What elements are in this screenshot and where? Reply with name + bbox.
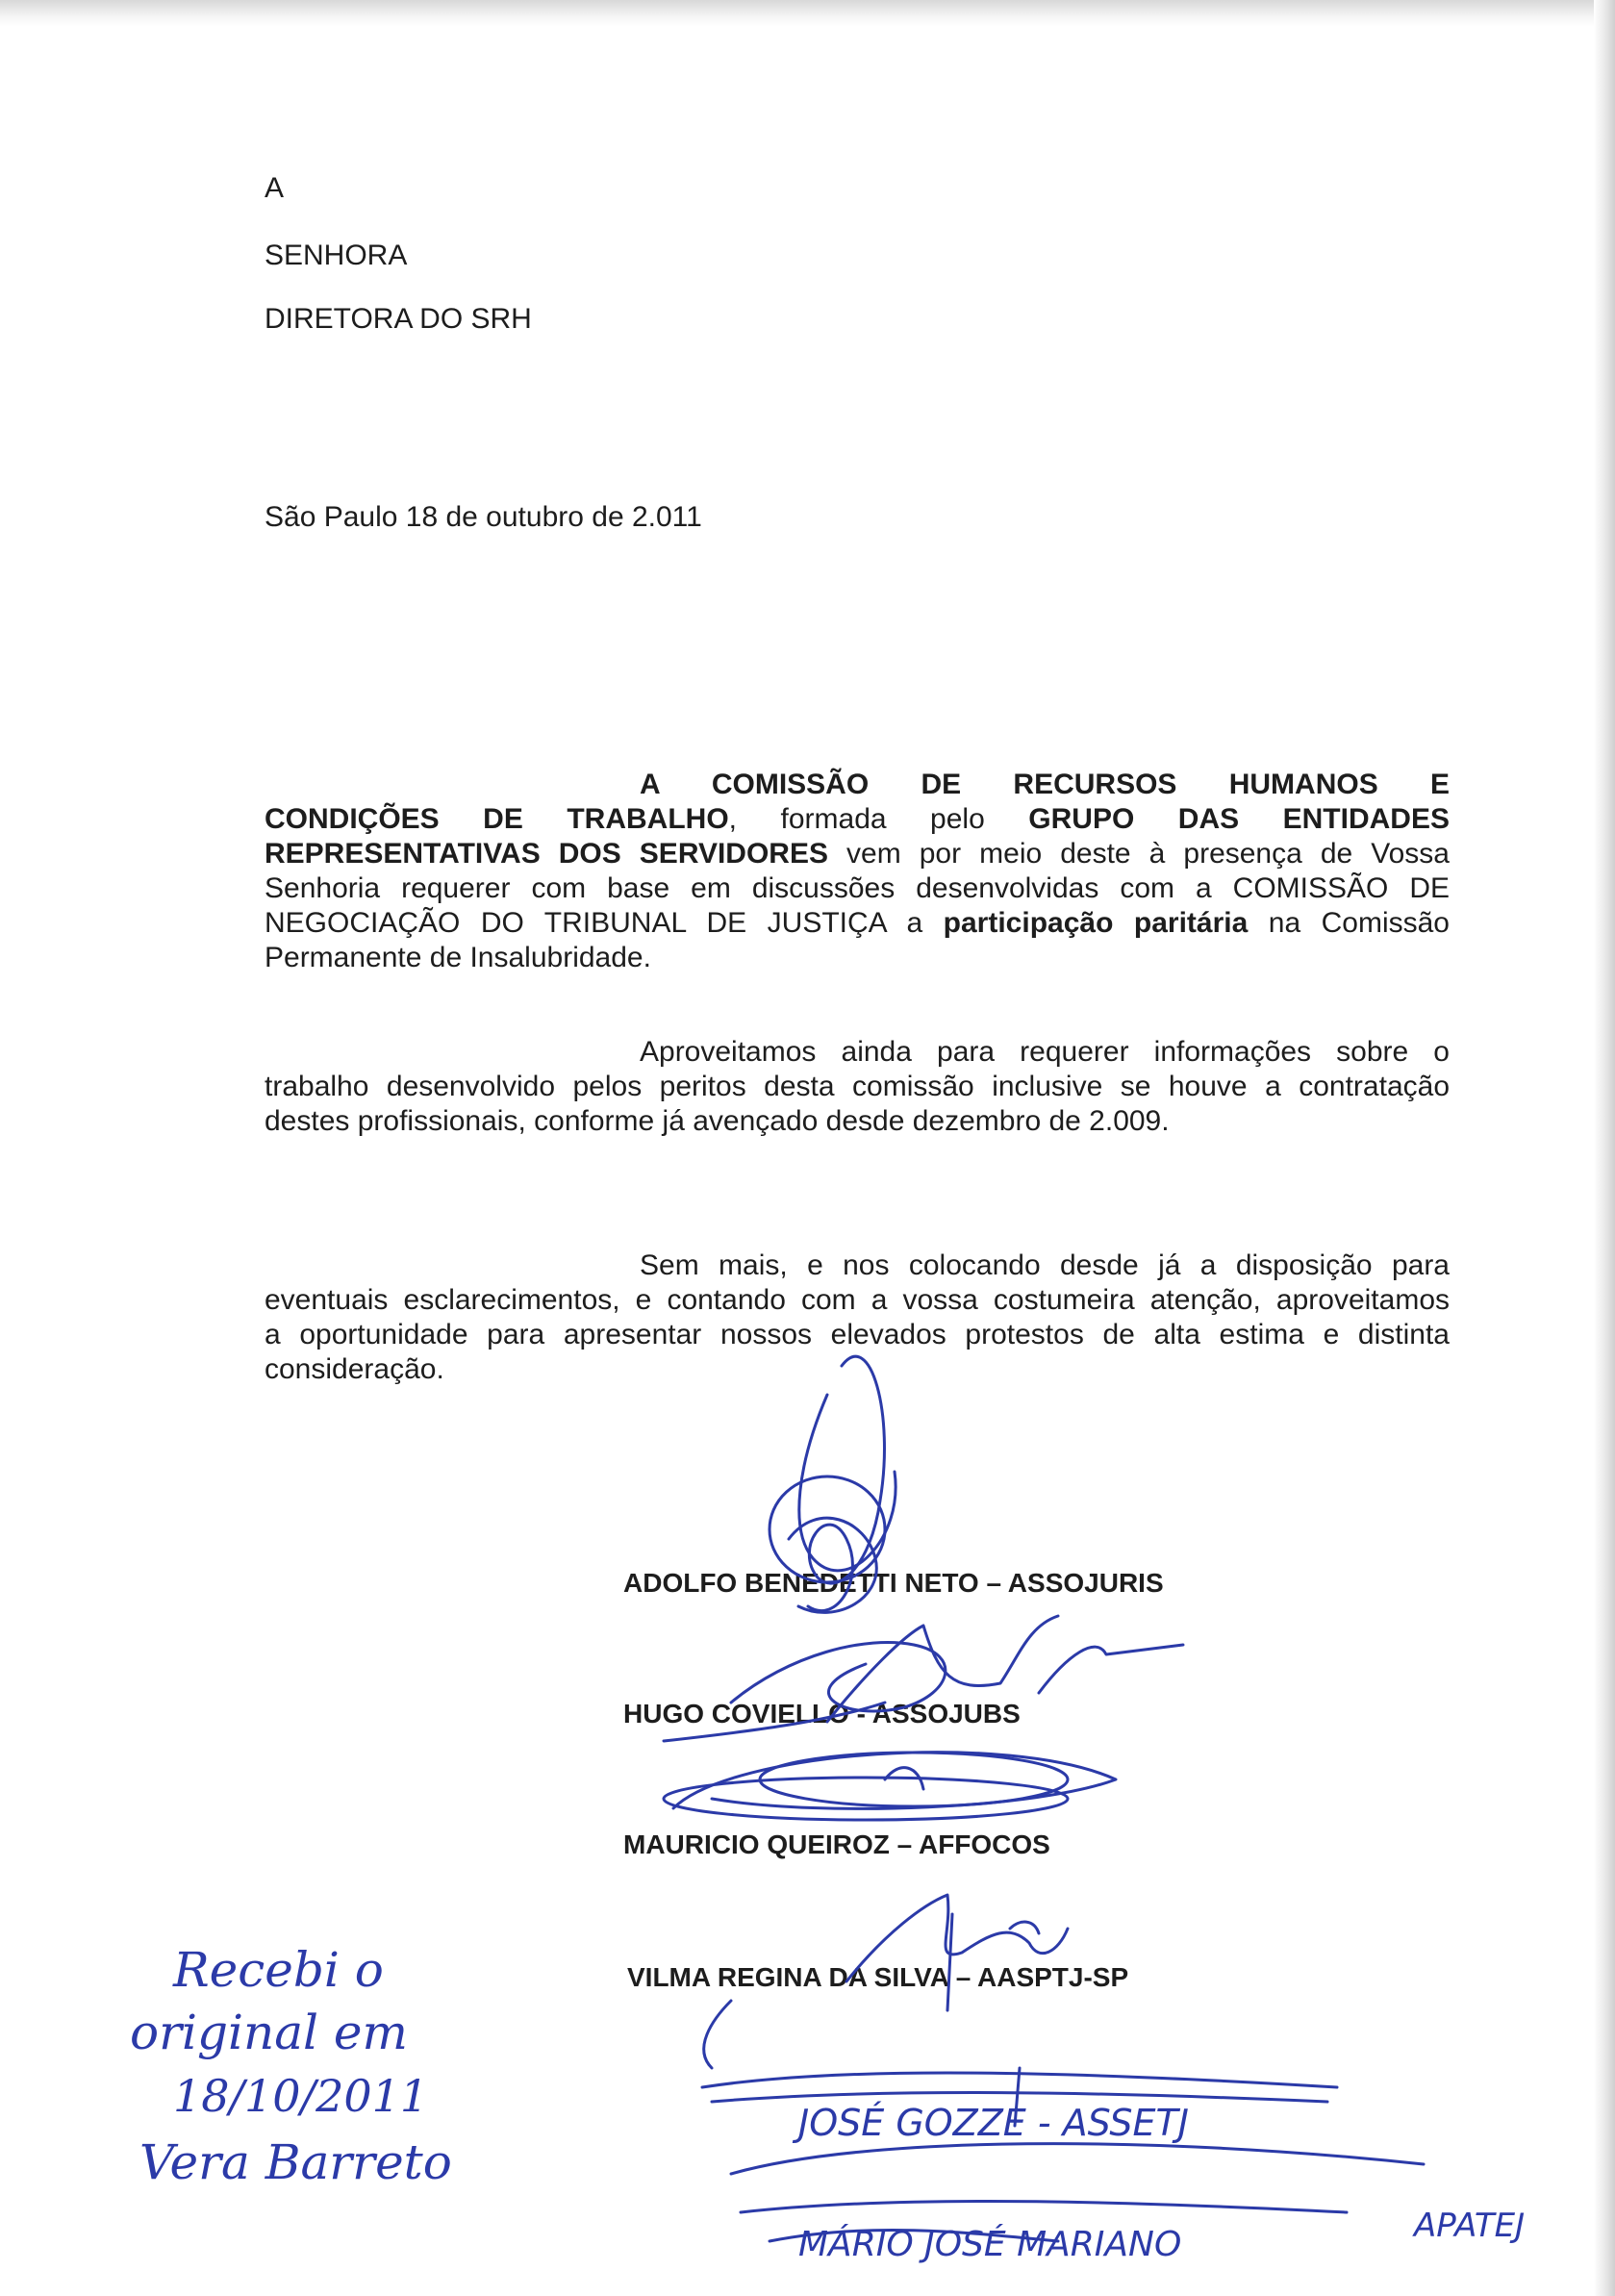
- paragraph-row: a oportunidade para apresentar nossos elevados protestos de alta estima e distinta: [265, 1319, 1450, 1350]
- signature-mauricio: [664, 1753, 1116, 1820]
- addressee-line-2: SENHORA: [265, 240, 408, 271]
- signatory-name: VILMA REGINA DA SILVA – AASPTJ-SP: [627, 1962, 1129, 1992]
- bold-text: CONDIÇÕES DE TRABALHO: [265, 803, 729, 835]
- plain-text: NEGOCIAÇÃO DO TRIBUNAL DE JUSTIÇA a: [265, 907, 944, 939]
- handwritten-mario: MÁRIO JOSÉ MARIANO: [798, 2225, 1182, 2264]
- paragraph-closing: [265, 1249, 1450, 1387]
- paragraph-information: [265, 1035, 1450, 1139]
- plain-text: vem por meio deste à presença de Vossa: [827, 838, 1450, 870]
- paragraph-row: [265, 837, 1450, 871]
- paragraph-row: [265, 768, 1450, 802]
- date-line: São Paulo 18 de outubro de 2.011: [265, 501, 702, 533]
- paragraph-request: [265, 768, 1450, 975]
- receipt-line: Recebi o: [173, 1942, 384, 1998]
- paragraph-row: trabalho desenvolvido pelos peritos desta comissão inclusive se houve a contratação: [265, 1071, 1450, 1102]
- handwritten-apatej: APATEJ: [1414, 2207, 1526, 2245]
- paragraph-row: [265, 941, 1450, 975]
- signatory-name: MAURICIO QUEIROZ – AFFOCOS: [623, 1829, 1050, 1859]
- paragraph-row: destes profissionais, conforme já avençado desde dezembro de 2.009.: [265, 1105, 1170, 1137]
- paragraph-row: eventuais esclarecimentos, e contando com a vossa costumeira atenção, aproveitamos: [265, 1284, 1450, 1316]
- paragraph-row: Sem mais, e nos colocando desde já a disposição para: [640, 1249, 1450, 1281]
- bold-text: A COMISSÃO DE RECURSOS HUMANOS E: [640, 769, 1450, 800]
- scan-top-edge: [0, 0, 1615, 27]
- paragraph-row: [265, 871, 1450, 906]
- signatory-name: ADOLFO BENEDETTI NETO – ASSOJURIS: [623, 1568, 1164, 1598]
- paragraph-row: Aproveitamos ainda para requerer informações sobre o: [640, 1036, 1450, 1068]
- plain-text: Senhoria requerer com base em discussões desenvolvidas com a COMISSÃO DE: [265, 872, 1450, 904]
- paragraph-row: [265, 906, 1450, 941]
- bold-text: participação paritária: [943, 907, 1249, 939]
- scan-right-edge: [1594, 0, 1615, 2296]
- bold-text: GRUPO DAS ENTIDADES: [1028, 803, 1450, 835]
- receipt-signature: Vera Barreto: [139, 2134, 452, 2190]
- bold-text: REPRESENTATIVAS DOS SERVIDORES: [265, 838, 828, 870]
- plain-text: Permanente de Insalubridade.: [265, 942, 651, 973]
- handwritten-jose-gozze: JOSÉ GOZZE - ASSETJ: [798, 2102, 1189, 2144]
- receipt-date: 18/10/2011: [173, 2070, 429, 2122]
- signature-jose-gozze: [702, 2068, 1337, 2144]
- plain-text: , formada pelo: [728, 803, 1029, 835]
- paragraph-row: consideração.: [265, 1353, 444, 1385]
- paragraph-row: [265, 802, 1450, 837]
- addressee-line-1: A: [265, 172, 285, 204]
- signatory-name: HUGO COVIELLO - ASSOJUBS: [623, 1699, 1021, 1728]
- plain-text: na Comissão: [1248, 907, 1450, 939]
- signature-mario: [731, 2144, 1525, 2264]
- receipt-note: [130, 1942, 452, 2190]
- addressee-line-3: DIRETORA DO SRH: [265, 303, 532, 335]
- receipt-line: original em: [130, 2005, 408, 2060]
